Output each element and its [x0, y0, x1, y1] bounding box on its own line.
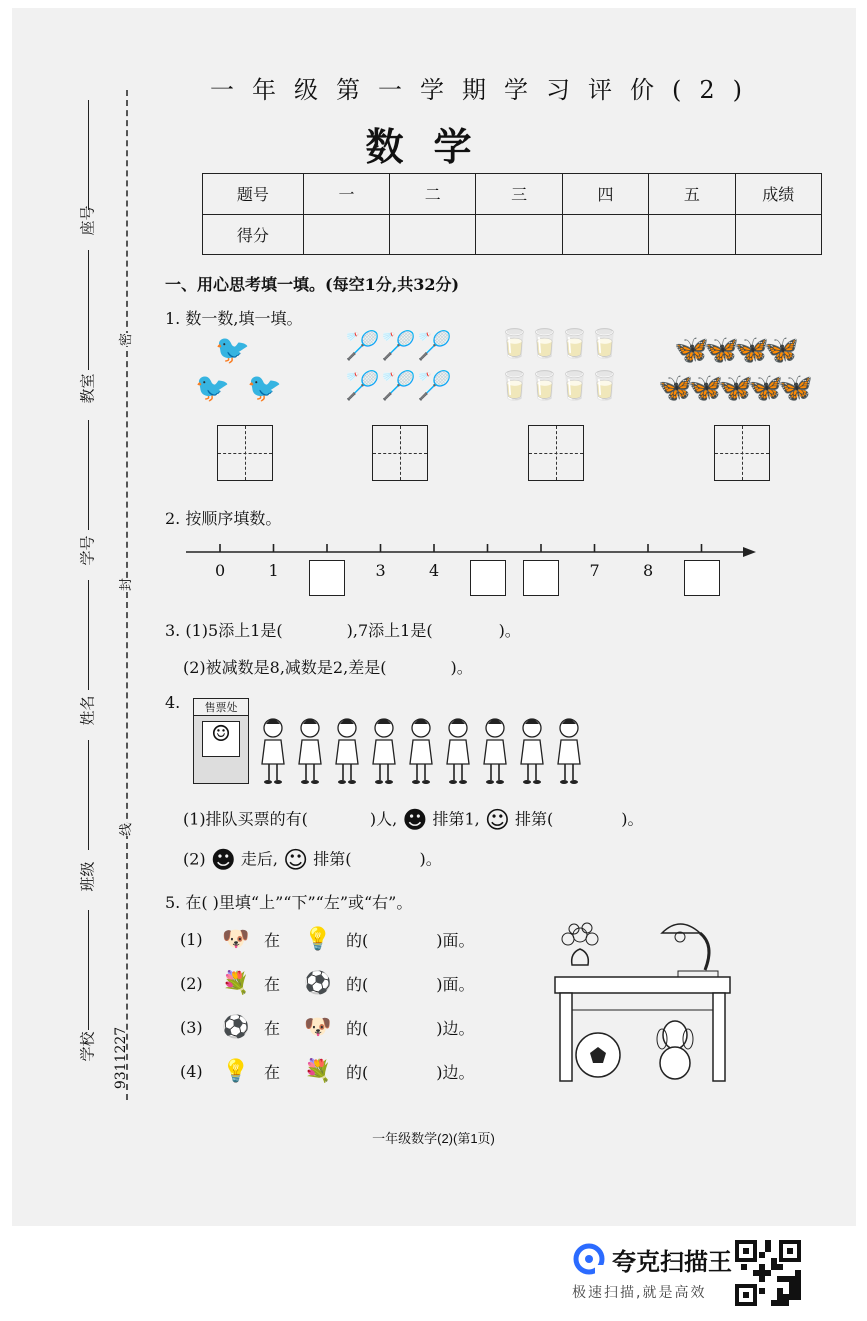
margin-line: [88, 580, 89, 690]
margin-line: [88, 250, 89, 370]
q5-number: (1): [180, 930, 203, 949]
butterfly-icon: 🦋: [734, 333, 769, 366]
score-cell: 四: [562, 174, 648, 215]
q5-number: (2): [180, 974, 203, 993]
q5-de: 的(: [346, 975, 369, 994]
shuttlecock-icon: 🏸: [345, 329, 380, 362]
section-heading: 一、用心思考填一填。(每空1分,共32分): [165, 275, 460, 294]
q5-de: 的(: [346, 931, 369, 950]
score-table-header-row: [203, 174, 822, 215]
question-1-label: 1. 数一数,填一填。: [165, 309, 303, 328]
number-line-answer-box[interactable]: [470, 560, 506, 596]
child-figure-icon: [406, 716, 436, 786]
q4-text: 排第(: [514, 809, 554, 829]
question-2-label: 2. 按顺序填数。: [165, 509, 282, 528]
margin-line: [88, 740, 89, 850]
ball-icon: ⚽: [222, 1014, 250, 1040]
q4-text: 排第(: [313, 849, 352, 869]
cup-icon: 🥛: [527, 327, 562, 360]
margin-label-school: 学校: [78, 1031, 97, 1062]
boy-head-icon: ☻: [402, 806, 428, 834]
butterfly-icon: 🦋: [704, 333, 739, 366]
q4-text: 排第1,: [432, 809, 480, 829]
q5-de: 的(: [346, 1019, 369, 1038]
cup-icon: 🥛: [497, 327, 532, 360]
shuttlecock-icon: 🏸: [417, 329, 452, 362]
score-cell: 五: [649, 174, 735, 215]
q5-zai: 在: [264, 975, 281, 994]
answer-box-cups[interactable]: [528, 425, 584, 481]
dog-icon: [657, 1021, 693, 1079]
q5-number: (3): [180, 1018, 203, 1037]
question-3-line-1: [165, 618, 521, 641]
margin-label-student-id: 学号: [78, 535, 97, 566]
child-figure-icon: [443, 716, 473, 786]
number-line-answer-box[interactable]: [684, 560, 720, 596]
score-input-cell[interactable]: [476, 214, 562, 255]
answer-box-birds[interactable]: [217, 425, 273, 481]
butterfly-icon: 🦋: [674, 333, 709, 366]
q5-zai: 在: [264, 1063, 281, 1082]
position-question-row: [180, 1060, 475, 1083]
q4-text: (2): [183, 849, 206, 869]
margin-label-class: 班级: [78, 861, 97, 892]
score-table: [202, 173, 822, 255]
position-question-row: [180, 972, 475, 995]
ticket-booth-sign: 售票处: [194, 699, 248, 716]
queue-child: [369, 716, 399, 786]
margin-label-name: 姓名: [78, 695, 97, 726]
seal-char-mi: 密: [115, 333, 134, 346]
question-5-label: 5. 在( )里填“上”“下”“左”或“右”。: [165, 893, 413, 912]
bird-icon: 🐦: [215, 333, 250, 366]
question-3-line-2: [183, 655, 473, 678]
cup-icon: 🥛: [587, 327, 622, 360]
answer-box-shuttlecocks[interactable]: [372, 425, 428, 481]
seal-dashed-line: [126, 90, 128, 1100]
answer-box-butterflies[interactable]: [714, 425, 770, 481]
flower-pot-icon: 💐: [222, 970, 250, 996]
lamp-icon: 💡: [304, 926, 332, 952]
score-input-cell[interactable]: [562, 214, 648, 255]
page-footer: 一年级数学(2)(第1页): [372, 1131, 495, 1146]
number-line-label: 4: [429, 561, 440, 580]
cup-icon: 🥛: [557, 369, 592, 402]
ticket-booth: [193, 698, 249, 784]
q5-zai: 在: [264, 1019, 281, 1038]
score-cell: 三: [476, 174, 562, 215]
queue-child: [406, 716, 436, 786]
paper-code: 9311227: [113, 1026, 130, 1090]
flower-pot-icon: [562, 923, 598, 965]
margin-line: [88, 910, 89, 1030]
child-figure-icon: [369, 716, 399, 786]
queue-child: [295, 716, 325, 786]
score-cell: 一: [303, 174, 389, 215]
score-input-cell[interactable]: [649, 214, 735, 255]
shuttlecock-icon: 🏸: [345, 369, 380, 402]
subject-title: 数学: [365, 124, 502, 169]
number-line-ticks: [220, 544, 702, 552]
queue-child: [258, 716, 288, 786]
lamp-icon: 💡: [222, 1058, 250, 1084]
q5-zai: 在: [264, 931, 281, 950]
dog-icon: 🐶: [304, 1014, 332, 1040]
shuttlecock-icon: 🏸: [381, 329, 416, 362]
q3-text: ),7添上1是(: [346, 621, 433, 640]
butterfly-icon: 🦋: [764, 333, 799, 366]
dog-icon: 🐶: [222, 926, 250, 952]
butterfly-icon: 🦋: [748, 371, 783, 404]
queue-child: [554, 716, 584, 786]
child-figure-icon: [554, 716, 584, 786]
bird-icon: 🐦: [195, 371, 230, 404]
cup-icon: 🥛: [557, 327, 592, 360]
cup-icon: 🥛: [527, 369, 562, 402]
shuttlecock-icon: 🏸: [381, 369, 416, 402]
bird-icon: 🐦: [247, 371, 282, 404]
scanner-logo-icon: [572, 1242, 606, 1276]
number-line-label: 1: [268, 561, 279, 580]
score-input-cell[interactable]: [390, 214, 476, 255]
q5-suffix: )边。: [436, 1019, 475, 1038]
shuttlecock-icon: 🏸: [417, 369, 452, 402]
seal-char-xian: 线: [115, 823, 134, 836]
child-figure-icon: [517, 716, 547, 786]
child-figure-icon: [332, 716, 362, 786]
margin-label-seat: 座号: [78, 205, 97, 236]
q3-text: 3. (1)5添上1是(: [165, 621, 283, 640]
number-line-answer-box[interactable]: [309, 560, 345, 596]
ball-icon: ⚽: [304, 970, 332, 996]
queue-child: [332, 716, 362, 786]
ball-icon: [576, 1033, 620, 1077]
score-input-cell[interactable]: [303, 214, 389, 255]
scanner-brand: 夸克扫描王: [612, 1248, 732, 1276]
score-cell: 二: [390, 174, 476, 215]
score-cell: 题号: [203, 174, 304, 215]
queue-child: [480, 716, 510, 786]
score-cell: 得分: [203, 214, 304, 255]
scanner-watermark-bar: [0, 1228, 867, 1321]
q5-number: (4): [180, 1062, 203, 1081]
child-figure-icon: [480, 716, 510, 786]
cup-icon: 🥛: [497, 369, 532, 402]
cup-icon: 🥛: [587, 369, 622, 402]
q4-text: (1)排队买票的有(: [183, 809, 308, 829]
seal-char-feng: 封: [115, 578, 134, 591]
q5-suffix: )边。: [436, 1063, 475, 1082]
butterfly-icon: 🦋: [658, 371, 693, 404]
number-line-arrow: [743, 547, 756, 557]
exam-title: 一年级第一学期学习评价(2): [210, 76, 760, 104]
scanner-slogan: 极速扫描,就是高效: [572, 1285, 707, 1301]
q4-text: )。: [621, 809, 644, 829]
position-question-row: [180, 1016, 475, 1039]
girl-head-icon: ☺: [283, 846, 309, 874]
q3-text: )。: [498, 621, 521, 640]
q5-suffix: )面。: [436, 931, 475, 950]
number-line-answer-box[interactable]: [523, 560, 559, 596]
ticket-seller-icon: ☺: [202, 721, 240, 757]
lamp-icon: [662, 924, 718, 977]
margin-label-classroom: 教室: [78, 373, 97, 404]
number-line-label: 8: [643, 561, 654, 580]
butterfly-icon: 🦋: [688, 371, 723, 404]
q4-text: 走后,: [240, 849, 278, 869]
number-line-label: 3: [375, 561, 386, 580]
margin-line: [88, 420, 89, 530]
q5-suffix: )面。: [436, 975, 475, 994]
boy-head-icon: ☻: [210, 846, 236, 874]
q4-text: )人,: [369, 809, 398, 829]
question-4-line-1: [183, 806, 643, 834]
number-line-label: 0: [215, 561, 226, 580]
q4-text: )。: [419, 849, 442, 869]
number-line-label: 7: [589, 561, 600, 580]
butterfly-icon: 🦋: [718, 371, 753, 404]
queue-child: [517, 716, 547, 786]
girl-head-icon: ☺: [484, 806, 510, 834]
qr-code-icon: [735, 1240, 801, 1306]
q3-text: (2)被减数是8,减数是2,差是(: [183, 658, 387, 677]
flower-pot-icon: 💐: [304, 1058, 332, 1084]
queue-child: [443, 716, 473, 786]
score-cell: 成绩: [735, 174, 821, 215]
child-figure-icon: [295, 716, 325, 786]
desk-scene: [550, 915, 740, 1085]
question-4-line-2: [183, 846, 442, 874]
child-figure-icon: [258, 716, 288, 786]
q3-text: )。: [450, 658, 473, 677]
butterfly-icon: 🦋: [778, 371, 813, 404]
score-input-cell[interactable]: [735, 214, 821, 255]
score-table-score-row: [203, 214, 822, 255]
question-4-label: 4.: [165, 693, 181, 712]
position-question-row: [180, 928, 475, 951]
q5-de: 的(: [346, 1063, 369, 1082]
